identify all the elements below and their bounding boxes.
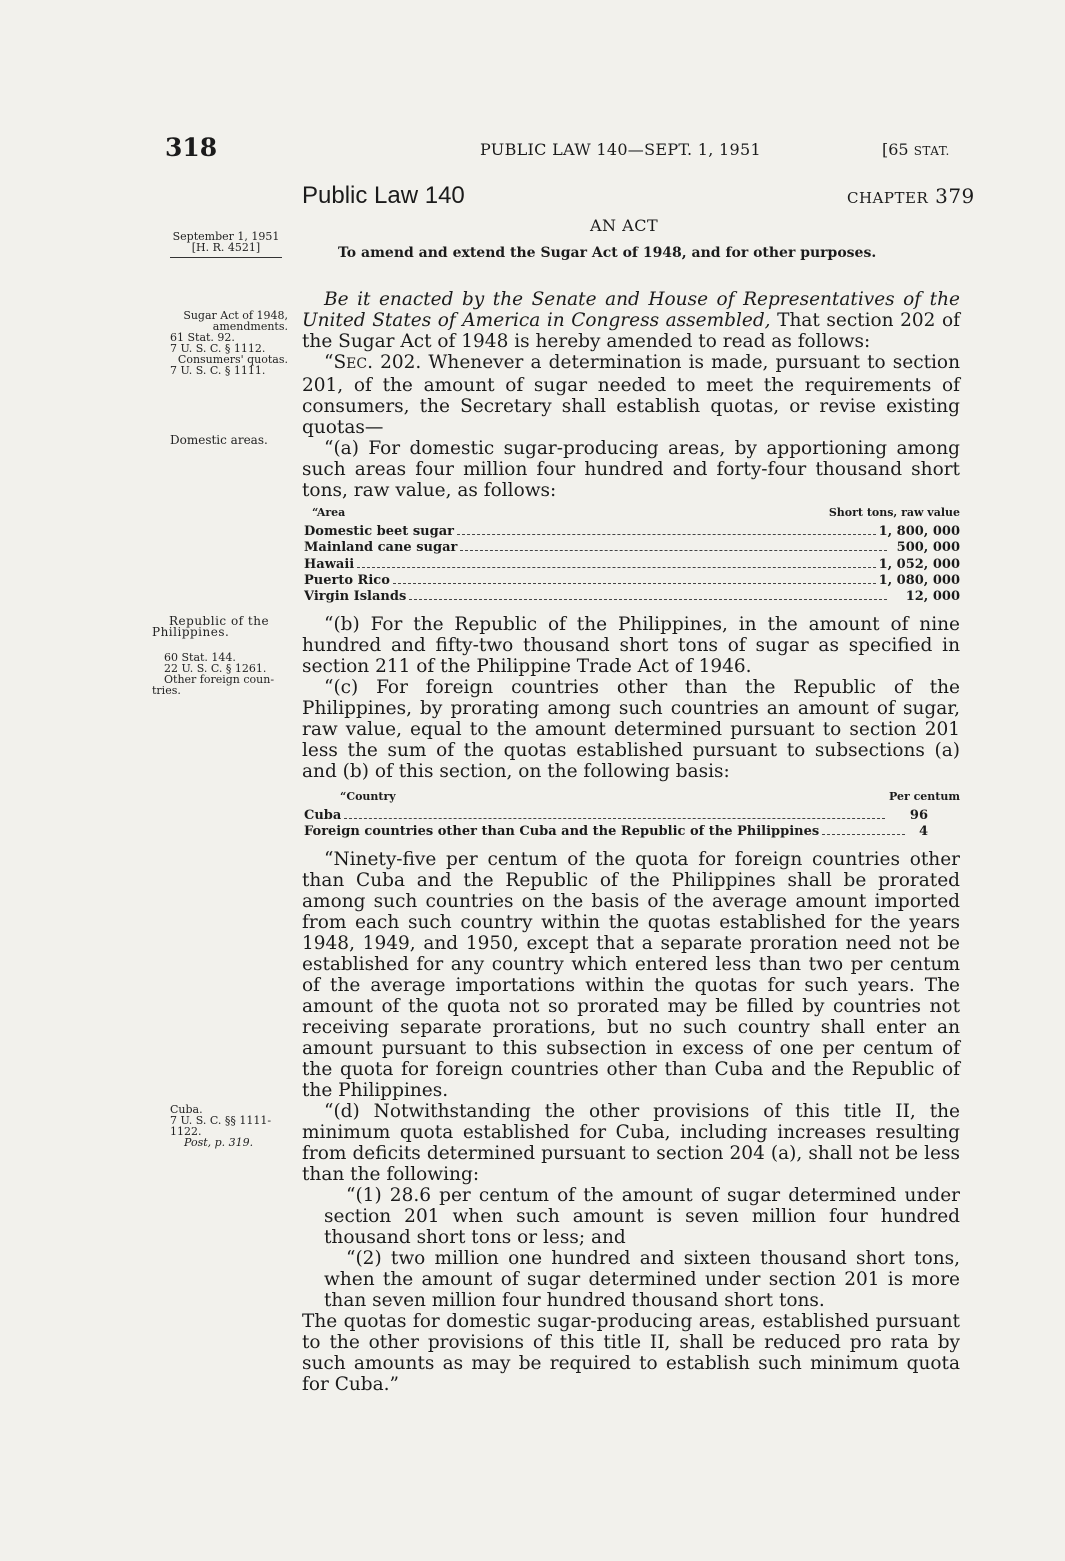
table-domestic-areas bbox=[304, 505, 960, 605]
margin-note-line: Sugar Act of 1948, bbox=[183, 309, 288, 322]
margin-note-line: 7 U. S. C. §§ 1111- bbox=[170, 1114, 272, 1127]
enacting-italic: Be it enacted by the Senate and House of Representatives of the United States of America in Congress assembled, bbox=[302, 289, 960, 331]
text-block-opening bbox=[302, 289, 960, 501]
row-name: Mainland cane sugar bbox=[304, 540, 458, 556]
sec-open: “S bbox=[324, 352, 347, 373]
row-name: Cuba bbox=[304, 808, 342, 824]
margin-note-line: Philippines. bbox=[152, 625, 230, 639]
row-value: 12, 000 bbox=[905, 589, 960, 605]
margin-note-line: 61 Stat. 92. bbox=[170, 331, 235, 344]
margin-note-line: Post, p. 319. bbox=[184, 1136, 254, 1149]
paragraph-d: “(d) Notwithstanding the other provisions of this title II, the minimum quota established for Cuba, including increases resulting from deficits determined pursuant to section 204 (a), shall not be less than the following: bbox=[302, 1101, 960, 1185]
paragraph-final: The quotas for domestic sugar-producing areas, established pursuant to the other provisions of this title II, shall be reduced pro rata by such amounts as may be required to establish such minimum quota for Cuba.” bbox=[302, 1311, 960, 1395]
margin-philippines bbox=[152, 616, 269, 638]
margin-cuba bbox=[170, 1104, 271, 1148]
statute-reference bbox=[882, 140, 950, 159]
margin-philippines-cites bbox=[152, 652, 274, 696]
margin-note-line: 22 U. S. C. § 1261. bbox=[164, 662, 267, 675]
margin-note-line: amendments. bbox=[212, 320, 288, 333]
paragraph-b: “(b) For the Republic of the Philippines, in the amount of nine hundred and fifty-two thousand short tons of sugar as specified in section 211 of the Philippine Trade Act of 1946. bbox=[302, 614, 960, 677]
paragraph-d-1: “(1) 28.6 per centum of the amount of sugar determined under section 201 when such amount is seven million four hundred thousand short tons or less; and bbox=[324, 1185, 960, 1248]
row-name: Domestic beet sugar bbox=[304, 524, 454, 540]
table-row bbox=[304, 557, 960, 573]
act-purpose: To amend and extend the Sugar Act of 1948, and for other purposes. bbox=[338, 245, 877, 261]
margin-note-line: Other foreign coun- bbox=[164, 673, 275, 686]
table-row bbox=[304, 824, 960, 840]
paragraph-a: “(a) For domestic sugar-producing areas, by apportioning among such areas four million four hundred and forty-four thousand short tons, raw value, as follows: bbox=[302, 438, 960, 501]
margin-note-line: 1122. bbox=[170, 1125, 202, 1138]
statute-prefix: [65 bbox=[882, 140, 914, 159]
enacting-rest: That section 202 of the Sugar Act of 1948 is hereby amended to read as follows: bbox=[302, 310, 960, 352]
paragraph-ninety-five: “Ninety-five per centum of the quota for foreign countries other than Cuba and the Republic of the Philippines shall be prorated among such countries on the basis of the average amount imported from each such country within the quotas established for the years 1948, 1949, and 1950, except that a separate proration need not be established for any country which entered less than two per centum of the average importations within the quotas for such years. The amount of the quota not so prorated may be filled by countries not receiving separate prorations, but no such country shall enter an amount pursuant to this subsection in excess of one per centum of the quota for foreign countries other than Cuba and the Republic of the Philippines. bbox=[302, 849, 960, 1101]
row-value: 1, 800, 000 bbox=[878, 524, 960, 540]
statute-word: STAT. bbox=[913, 144, 950, 158]
chapter-heading bbox=[847, 184, 975, 208]
table-header-area: “Area bbox=[312, 506, 346, 519]
row-value: 4 bbox=[918, 824, 928, 840]
margin-date bbox=[170, 231, 282, 258]
public-law-title: Public Law 140 bbox=[302, 182, 465, 209]
margin-note-line: tries. bbox=[152, 684, 181, 697]
table-row bbox=[304, 573, 960, 589]
margin-sugar-act bbox=[150, 310, 288, 376]
running-title: PUBLIC LAW 140—SEPT. 1, 1951 bbox=[480, 140, 761, 159]
table-foreign-countries bbox=[304, 789, 960, 841]
margin-note-line: Republic of the bbox=[169, 614, 270, 628]
table-header bbox=[304, 505, 960, 521]
row-value: 1, 052, 000 bbox=[878, 556, 960, 572]
margin-bill-number: [H. R. 4521] bbox=[191, 241, 261, 254]
margin-note-line: 60 Stat. 144. bbox=[164, 651, 236, 664]
text-block-middle bbox=[302, 614, 960, 782]
margin-domestic-areas: Domestic areas. bbox=[170, 433, 268, 447]
paragraph-c: “(c) For foreign countries other than the Republic of the Philippines, by prorating among such countries an amount of sugar, raw value, equal to the amount determined pursuant to section 201 less the sum of the quotas established pursuant to subsections (a) and (b) of this section, on the following basis: bbox=[302, 677, 960, 782]
chapter-number: 379 bbox=[935, 184, 975, 208]
row-name: Foreign countries other than Cuba and the Republic of the Philippines bbox=[304, 824, 820, 840]
margin-note-line: 7 U. S. C. § 1111. bbox=[170, 364, 266, 377]
page-number: 318 bbox=[165, 133, 218, 162]
chapter-word: CHAPTER bbox=[847, 189, 929, 207]
text-block-closing bbox=[302, 849, 960, 1395]
row-value: 500, 000 bbox=[896, 540, 960, 556]
table-header-country: “Country bbox=[340, 790, 396, 803]
table-row bbox=[304, 540, 960, 556]
row-name: Puerto Rico bbox=[304, 572, 390, 588]
table-header bbox=[304, 789, 960, 805]
table-row bbox=[304, 524, 960, 540]
margin-date-line: September 1, 1951 bbox=[172, 230, 280, 243]
paragraph-d-2: “(2) two million one hundred and sixteen thousand short tons, when the amount of sugar determined under section 201 is more than seven million four hundred thousand short tons. bbox=[324, 1248, 960, 1311]
table-row bbox=[304, 589, 960, 605]
enacting-clause bbox=[302, 289, 960, 352]
table-header-percent: Per centum bbox=[888, 790, 960, 803]
an-act-heading: AN ACT bbox=[590, 216, 659, 235]
row-value: 96 bbox=[909, 808, 928, 824]
margin-note-line: Cuba. bbox=[170, 1103, 203, 1116]
row-name: Hawaii bbox=[304, 556, 355, 572]
table-header-tons: Short tons, raw value bbox=[828, 506, 960, 519]
sec-smallcaps: EC bbox=[346, 356, 368, 372]
table-row bbox=[304, 808, 960, 824]
section-202-intro bbox=[302, 352, 960, 438]
row-value: 1, 080, 000 bbox=[878, 572, 960, 588]
row-name: Virgin Islands bbox=[304, 589, 407, 605]
margin-note-line: 7 U. S. C. § 1112. bbox=[170, 342, 266, 355]
margin-note-line: Consumers' quotas. bbox=[177, 353, 288, 366]
sec-rest: . 202. Whenever a determination is made, pursuant to section 201, of the amount of sugar needed to meet the requirements of consumers, the Secretary shall establish quotas, or revise existing quotas— bbox=[302, 352, 960, 438]
